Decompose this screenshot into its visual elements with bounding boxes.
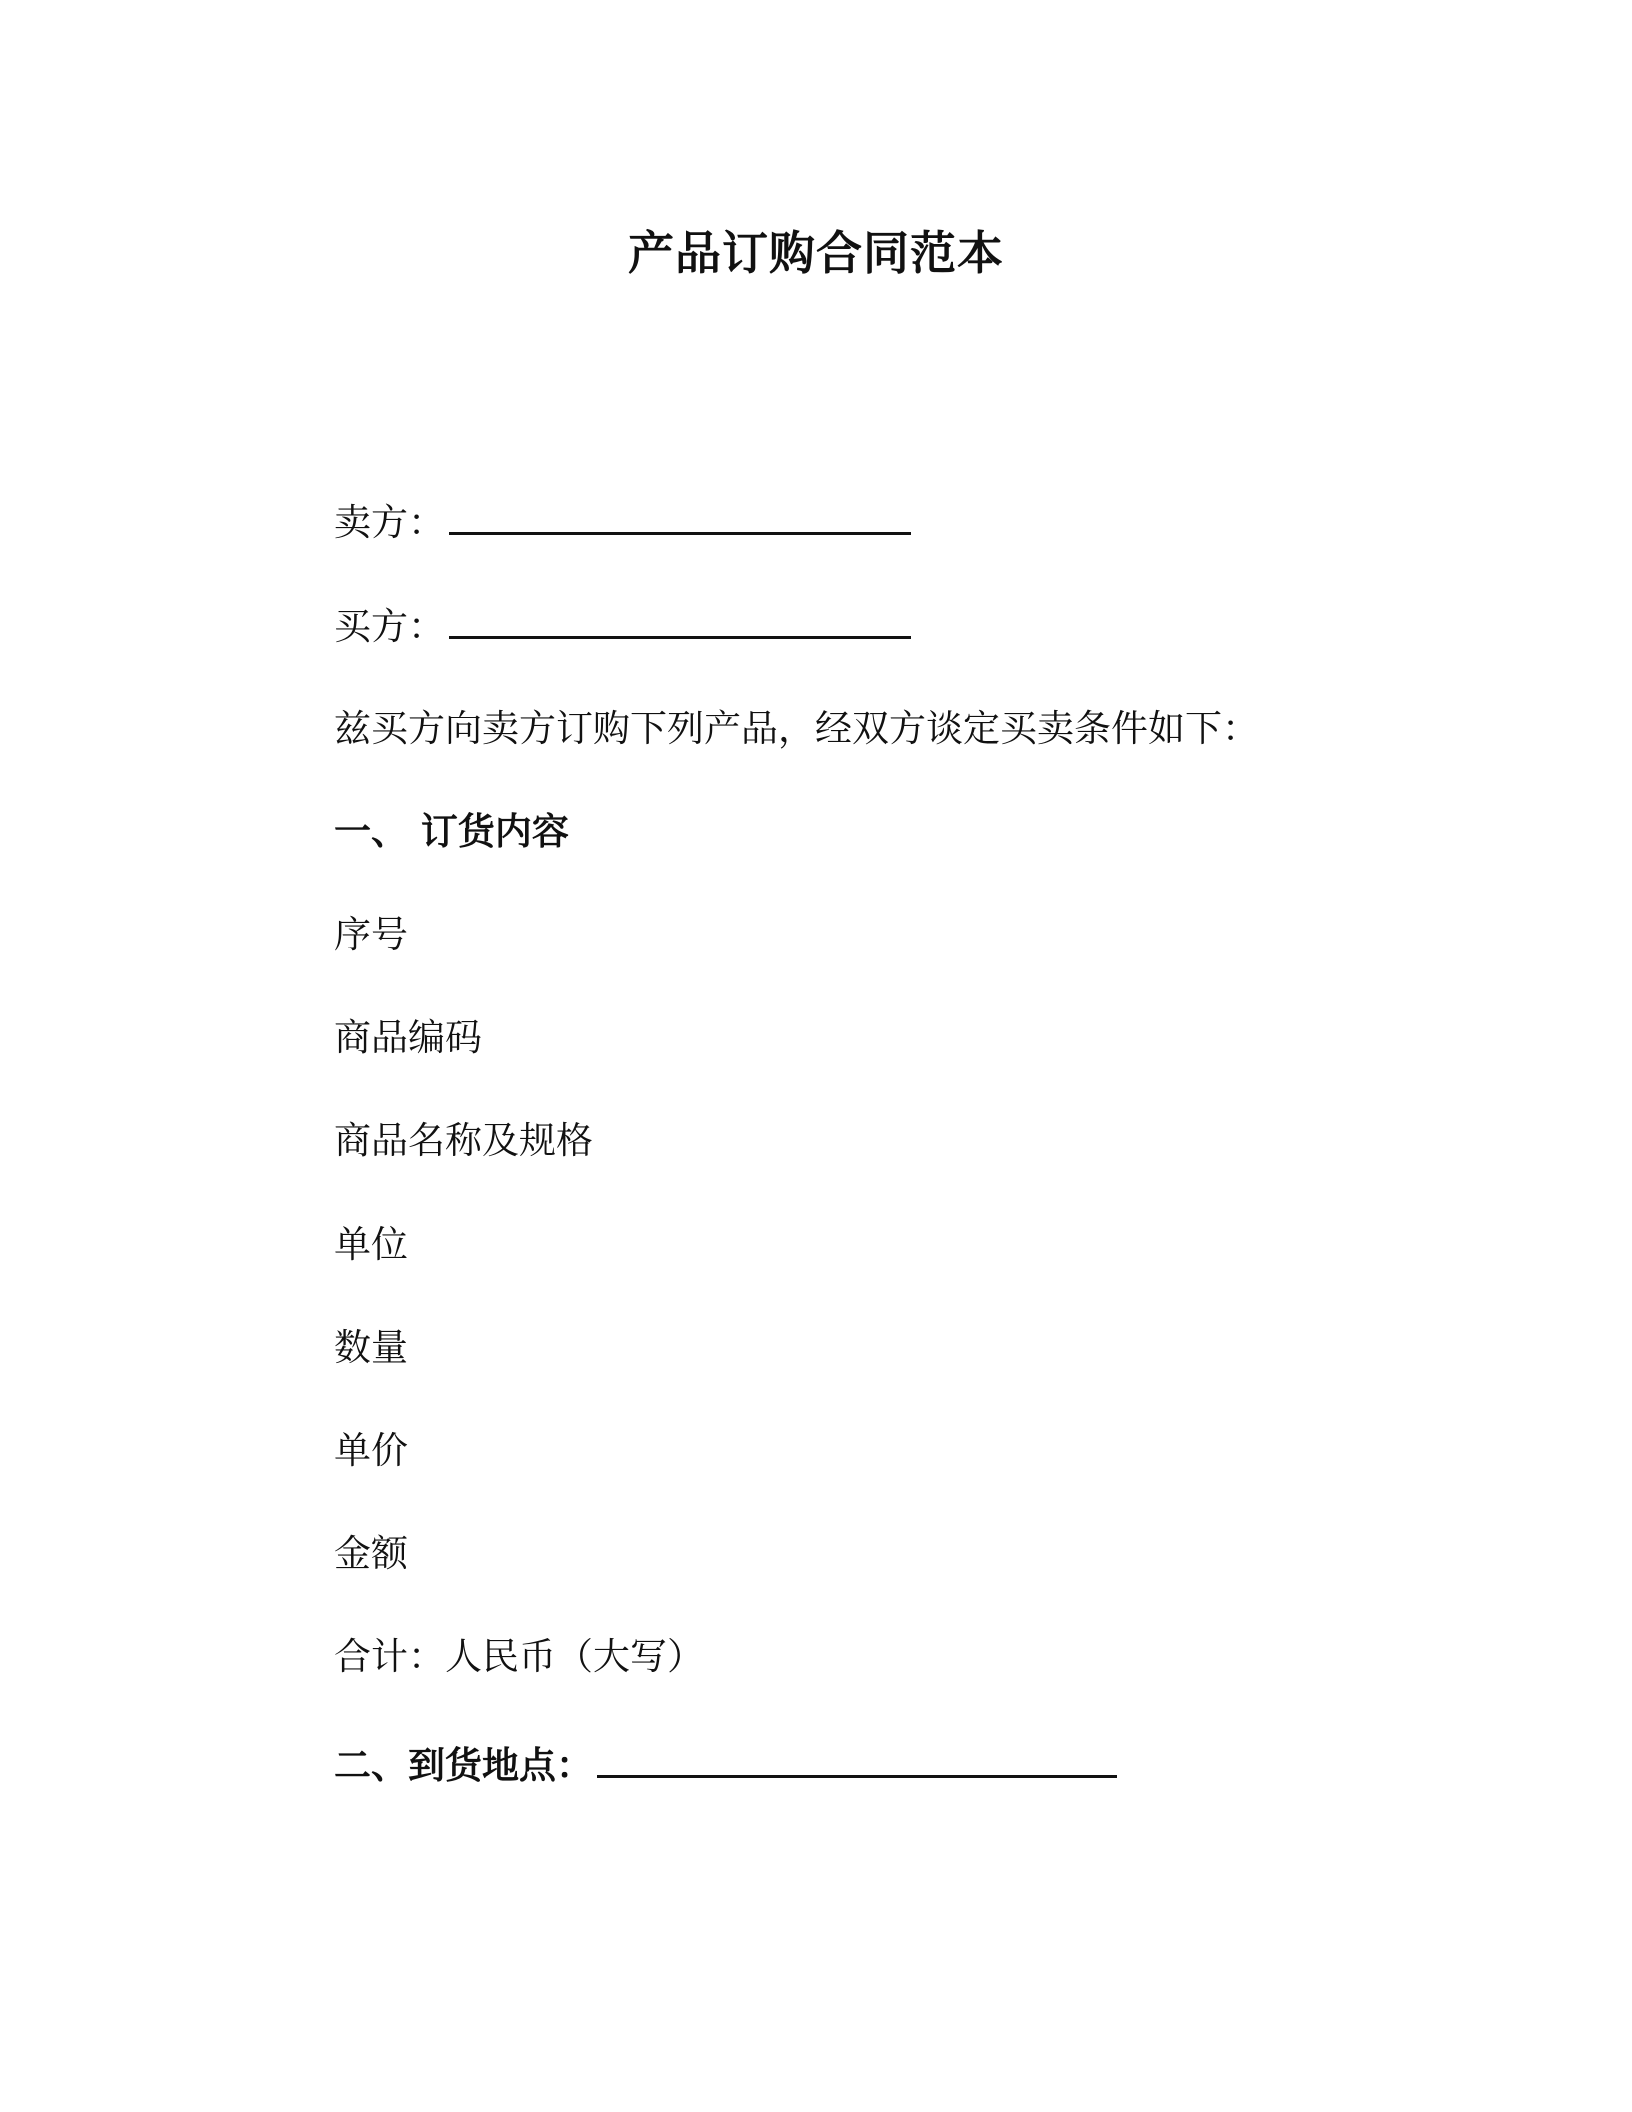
buyer-line [334, 602, 911, 650]
buyer-label: 买方： [334, 605, 445, 648]
document-title: 产品订购合同范本 [628, 226, 1004, 280]
item-quantity: 数量 [334, 1326, 408, 1369]
item-code: 商品编码 [334, 1016, 482, 1059]
intro-text: 兹买方向卖方订购下列产品，经双方谈定买卖条件如下： [334, 707, 1259, 750]
delivery-location-blank[interactable] [597, 1741, 1117, 1778]
item-unit: 单位 [334, 1223, 408, 1266]
section1-heading: 一、 订货内容 [334, 810, 569, 853]
buyer-blank[interactable] [449, 602, 911, 639]
seller-blank[interactable] [449, 498, 911, 535]
section2-line [334, 1741, 1117, 1789]
section2-heading: 二、到货地点： [334, 1744, 593, 1787]
seller-line [334, 498, 911, 546]
item-unit-price: 单价 [334, 1429, 408, 1472]
total-line: 合计：人民币（大写） [334, 1635, 704, 1678]
item-serial: 序号 [334, 913, 408, 956]
item-name-spec: 商品名称及规格 [334, 1119, 593, 1162]
item-amount: 金额 [334, 1532, 408, 1575]
seller-label: 卖方： [334, 501, 445, 544]
